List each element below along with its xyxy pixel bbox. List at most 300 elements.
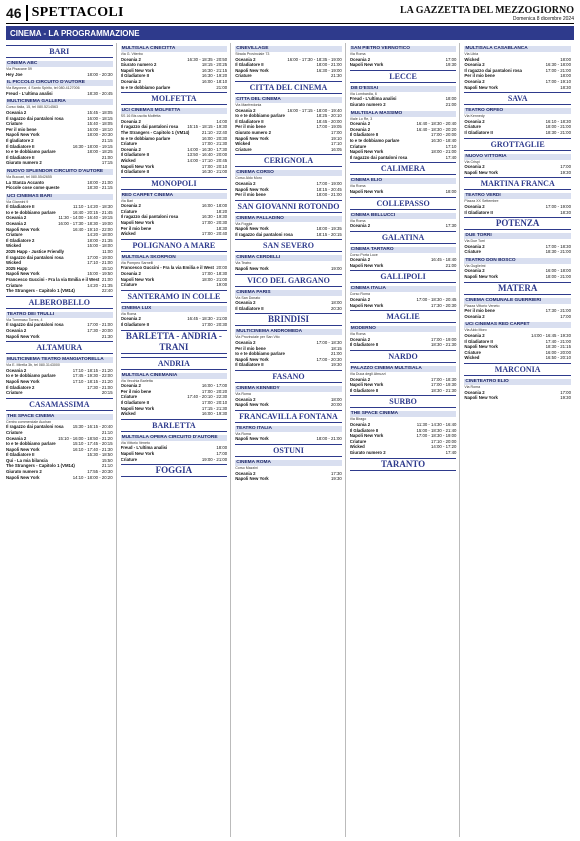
film-title: Oceania 2 bbox=[6, 435, 27, 441]
showtimes: 17:00 - 18:30 bbox=[545, 243, 571, 249]
film-title: Oceania 2 bbox=[235, 396, 256, 402]
showtimes: 17:00 bbox=[560, 313, 571, 319]
showtimes: 17:00 - 20:30 bbox=[316, 356, 342, 362]
cinema-name: UCI CINEMAS MOLFETTA bbox=[121, 108, 228, 114]
film-title: Freud - L'ultima analisi bbox=[6, 90, 53, 96]
showtimes: 21:00 bbox=[445, 262, 457, 268]
showtimes: 11:30 - 14:30 - 16:40 bbox=[416, 422, 457, 427]
film-title: Francesco Guccini - Fra la via Emilia e il West bbox=[6, 277, 100, 282]
showtimes: 19:30 bbox=[445, 62, 457, 68]
film-title: Napoli New York bbox=[6, 271, 40, 277]
showtimes: 17:15 - 21:30 bbox=[201, 405, 228, 411]
city-heading: VICO DEL GARGANO bbox=[235, 274, 342, 287]
showtime-row bbox=[350, 263, 457, 269]
film-title: Oceania 2 bbox=[120, 203, 141, 209]
cinema-name: SAN PIETRO VERNOTICO bbox=[350, 46, 457, 52]
cinema-name: CINEMA CERDELLI bbox=[235, 255, 342, 261]
showtime-row bbox=[464, 355, 571, 361]
film-title: The Strangers - Capitolo 1 (VM14) bbox=[120, 129, 190, 135]
showtime-row bbox=[121, 282, 228, 288]
showtimes: 18:00 - 21:35 bbox=[87, 237, 113, 243]
film-title: Il Gladiatore II bbox=[464, 209, 493, 215]
film-title: Oceania 2 bbox=[349, 56, 371, 62]
showtimes: 17:30 - 20:30 bbox=[431, 302, 457, 308]
film-title: Io e te dobbiamo parlare bbox=[6, 149, 56, 155]
film-title: Il Gladiatore II bbox=[235, 362, 264, 368]
showtime-row bbox=[6, 72, 113, 78]
cinema-name: CINEMA BELLUCCI bbox=[350, 213, 457, 219]
cinema-address: Via Crispi bbox=[464, 159, 480, 164]
showtimes: 15:40 - 18:05 bbox=[87, 121, 113, 127]
showtimes: 16:00 - 18:15 bbox=[87, 115, 113, 121]
showtime-row bbox=[6, 160, 113, 166]
cinema-name: RED CARPET CINEMA bbox=[121, 193, 228, 199]
cinema-name: TEATRO ITALIA bbox=[235, 426, 342, 432]
showtime-row bbox=[464, 314, 571, 320]
showtimes: 17:10 bbox=[445, 143, 457, 149]
showtimes: 17:00 - 19:00 bbox=[316, 180, 342, 186]
showtimes: 21:10 bbox=[101, 429, 113, 435]
showtimes: 14:00 - 17:10 - 20:45 bbox=[187, 157, 228, 163]
showtimes: 16:45 - 18:40 bbox=[431, 257, 457, 263]
showtime-row bbox=[464, 170, 571, 176]
showtimes: 17:00 - 18:30 - 20:45 bbox=[416, 297, 457, 303]
city-heading: BARLETTA - ANDRIA - TRANI bbox=[121, 330, 228, 354]
showtime-row bbox=[235, 73, 342, 79]
showtimes: 17:40 - 21:00 bbox=[545, 338, 571, 344]
cinema-name: MODERNO bbox=[350, 326, 457, 332]
masthead bbox=[400, 5, 574, 22]
showtimes: 16:40 - 18:30 - 20:40 bbox=[416, 121, 457, 127]
film-title: Freud - L'ultima analisi bbox=[349, 96, 397, 102]
showtimes: 16:00 - 18:00 bbox=[201, 203, 228, 209]
film-title: Napoli New York bbox=[349, 382, 384, 388]
showtimes: 18:30 - 21:00 bbox=[545, 129, 571, 135]
film-title: Per il mio bene bbox=[235, 124, 266, 130]
film-title: Oceania 2 bbox=[464, 203, 485, 209]
showtimes: 19:30 bbox=[331, 476, 342, 482]
film-title: Criature bbox=[235, 146, 252, 152]
showtimes: 20:30 bbox=[331, 305, 342, 311]
cinema-address: Via G. Viterbo bbox=[120, 52, 143, 56]
film-title: Per il mio bene bbox=[120, 225, 152, 231]
film-title: Napoli New York bbox=[6, 132, 40, 138]
showtime-row bbox=[6, 390, 113, 396]
film-title: Napoli New York bbox=[235, 226, 269, 232]
showtimes: 16:05 bbox=[331, 146, 342, 152]
film-title: Napoli New York bbox=[120, 163, 155, 169]
film-title: Il Gladiatore II bbox=[464, 338, 493, 344]
film-title: Napoli New York bbox=[349, 302, 384, 308]
film-title: Oceania 2 bbox=[464, 62, 485, 68]
showtimes: 20:15 bbox=[101, 390, 113, 396]
showtimes: 17:00 - 18:30 bbox=[431, 376, 457, 382]
city-heading: BARI bbox=[6, 45, 113, 58]
showtimes: 21:10 bbox=[101, 463, 113, 469]
cinema-address: Via Birago bbox=[349, 417, 367, 422]
showtimes: 18:15 - 20:45 bbox=[316, 186, 342, 192]
showtimes: 18:00 bbox=[560, 56, 571, 62]
showtimes: 17:00 - 21:30 bbox=[201, 141, 228, 147]
showtimes: 16:30 - 19:00 bbox=[316, 67, 342, 73]
showtime-row bbox=[464, 249, 571, 255]
showtimes: 16:30 - 18:40 bbox=[431, 137, 457, 143]
showtimes: 15:50 bbox=[101, 457, 113, 463]
film-title: Io e te dobbiamo parlare bbox=[120, 135, 171, 141]
showtimes: 21:00 bbox=[216, 84, 228, 90]
cinema-address: SS 16 Bis uscita Molfetta bbox=[120, 114, 161, 119]
film-title: Napoli New York bbox=[464, 344, 498, 350]
film-title: Napoli New York bbox=[235, 135, 269, 141]
showtimes: 17:00 - 20:10 bbox=[201, 163, 228, 169]
cinema-name: IL PICCOLO CIRCUITO D'AUTORE bbox=[6, 80, 113, 86]
showtimes: 17:30 - 21:00 bbox=[545, 308, 571, 314]
film-title: Napoli New York bbox=[464, 169, 498, 175]
showtime-row bbox=[464, 395, 571, 401]
cinema-name: MULTICINEMA ANDROMEDA bbox=[235, 329, 342, 335]
showtimes: 15:30 - 18:50 bbox=[87, 452, 113, 458]
showtimes: 16:00 - 20:00 bbox=[545, 349, 571, 355]
city-heading: FRANCAVILLA FONTANA bbox=[235, 410, 342, 423]
showtimes: 15:00 - 18:30 - 21:40 bbox=[416, 427, 457, 433]
film-title: Oceania 2 bbox=[6, 109, 27, 115]
film-title: Oceania 2 bbox=[120, 118, 141, 124]
showtimes: 16:30 - 18:35 - 20:50 bbox=[187, 56, 228, 62]
cinema-name: CINEMA ELIO bbox=[350, 178, 457, 184]
showtimes: 17:00 bbox=[331, 129, 342, 135]
city-heading: GROTTAGLIE bbox=[464, 138, 571, 151]
showtime-row bbox=[235, 362, 342, 368]
cinema-address: Via Giannini 9 bbox=[6, 199, 29, 204]
film-title: Il Gladiatore II bbox=[6, 204, 35, 210]
cinema-address: Via Provinciale per San Vito bbox=[235, 335, 280, 340]
showtime-row bbox=[6, 185, 113, 191]
cinema-name: TEATRO VERDI bbox=[464, 193, 571, 199]
cinema-address: Via Pompeo Sarnelli bbox=[120, 260, 154, 265]
city-heading: SURBO bbox=[350, 395, 457, 408]
showtimes: 18:00 bbox=[445, 96, 457, 102]
showtime-row bbox=[6, 288, 113, 294]
city-heading: FASANO bbox=[235, 370, 342, 383]
film-title: Il Gladiatore II bbox=[120, 73, 150, 79]
showtime-row bbox=[464, 85, 571, 91]
city-heading: CASAMASSIMA bbox=[6, 398, 113, 411]
film-title: Il ragazzo dai pantaloni rosa bbox=[235, 231, 293, 237]
showtime-row bbox=[350, 388, 457, 394]
film-title: Oceania 2 bbox=[349, 336, 371, 342]
showtimes: 18:30 - 21:30 bbox=[431, 387, 457, 393]
showtimes: 16:30 - 21:15 bbox=[201, 67, 228, 73]
showtimes: 16:00 - 18:10 bbox=[87, 126, 113, 132]
film-title: Oceania 2 bbox=[120, 383, 141, 389]
cinema-address: Piazza Vittorio Veneto bbox=[464, 303, 500, 308]
film-title: Il Gladiatore II bbox=[120, 152, 150, 158]
cinema-address: Centro commerciale Auchan bbox=[6, 419, 52, 424]
film-title: Criature bbox=[120, 282, 138, 288]
cinema-name: CINEMA PALLADINO bbox=[235, 216, 342, 222]
film-title: Il ragazzo dai pantaloni rosa bbox=[349, 154, 408, 160]
showtime-row bbox=[121, 457, 228, 463]
film-title: Oceania 2 bbox=[349, 297, 371, 303]
showtimes: 16:00 - 17:00 bbox=[201, 383, 228, 389]
film-title: Criature bbox=[120, 141, 138, 147]
showtimes: 17:00 - 19:30 bbox=[431, 382, 457, 388]
paper-name: LA GAZZETTA DEL MEZZOGIORNO bbox=[399, 4, 574, 16]
showtime-row bbox=[6, 91, 113, 97]
cinema-address: Via Roma bbox=[120, 311, 137, 316]
showtimes: 19:30 bbox=[560, 395, 571, 401]
cinema-address: Viale Lo Re, 3 bbox=[349, 116, 373, 121]
film-title: Oceania 2 bbox=[464, 268, 485, 274]
showtimes: 16:50 - 20:10 bbox=[545, 355, 571, 361]
film-title: Il ragazzo dai pantaloni rosa bbox=[120, 124, 179, 130]
showtimes: 18:30 - 21:15 bbox=[87, 185, 113, 191]
showtimes: 17:40 bbox=[445, 154, 457, 160]
cinema-address: Via Guglielmi bbox=[464, 263, 486, 268]
film-title: Napoli New York bbox=[235, 186, 269, 192]
cinema-name: THE SPACE CINEMA bbox=[6, 414, 113, 420]
film-title: Giurato numero 2 bbox=[349, 449, 386, 455]
city-heading: SAVA bbox=[464, 92, 571, 105]
film-title: Criature bbox=[6, 121, 23, 127]
city-heading: ANDRIA bbox=[121, 357, 228, 370]
cinema-name: MULTICINEMA TEATRO MANGIATORELLA bbox=[6, 357, 113, 363]
showtimes: 18:00 bbox=[216, 445, 228, 451]
city-heading: POLIGNANO A MARE bbox=[121, 239, 228, 252]
city-heading: MAGLIE bbox=[350, 310, 457, 323]
showtimes: 16:40 - 20:15 - 21:45 bbox=[72, 209, 113, 215]
film-title: Il Gladiatore 2 bbox=[6, 237, 35, 243]
showtimes: 11:30 - 14:00 - 16:40 - 19:15 bbox=[58, 215, 113, 221]
showtime-row bbox=[235, 476, 342, 482]
showtimes: 13:50 - 16:40 - 20:00 bbox=[187, 152, 228, 158]
city-heading: ALBEROBELLO bbox=[6, 296, 113, 309]
showtime-row bbox=[350, 303, 457, 309]
cinema-name: MULTISALA OPERA CIRCUITO D'AUTORE bbox=[121, 435, 228, 441]
cinema-address: Via Roma bbox=[349, 184, 366, 189]
showtimes: 14:20 - 21:35 bbox=[87, 282, 113, 288]
cinema-address: Via Duca degli Abruzzi bbox=[349, 372, 386, 377]
film-title: Oceania 2 bbox=[235, 340, 256, 346]
cinema-name: CINEMA TARTARO bbox=[350, 247, 457, 253]
film-title: The Strangers - Capitolo 1 (VM14) bbox=[6, 463, 75, 469]
showtimes: 16:30 - 19:30 bbox=[201, 214, 228, 220]
city-heading: CALIMERA bbox=[350, 162, 457, 175]
showtimes: 18:00 - 21:00 bbox=[545, 274, 571, 280]
film-title: Giurato numero 2 bbox=[235, 129, 271, 135]
showtimes: 21:00 bbox=[445, 101, 457, 107]
film-title: Io e te dobbiamo parlare bbox=[235, 351, 285, 357]
film-title: Per il mio bene bbox=[6, 126, 37, 132]
cinema-address: Corso Mazzini bbox=[235, 465, 258, 470]
film-title: Per il mio bene bbox=[235, 345, 266, 351]
film-title: Wicked bbox=[120, 157, 136, 163]
film-title: Oceania 2 bbox=[235, 107, 256, 113]
cinema-address: Corso Roma bbox=[349, 292, 370, 297]
showtimes: 17:00 - 18:30 bbox=[201, 271, 228, 277]
showtimes: 18:00 - 21:00 bbox=[87, 179, 113, 185]
film-title: Oceania 2 bbox=[464, 78, 485, 84]
film-title: Napoli New York bbox=[6, 446, 40, 452]
cinema-address: Via Bayonne, 4 Santo Spirito, tel 080.4127006 bbox=[6, 86, 80, 91]
film-title: Il Gladiatore II bbox=[120, 169, 150, 175]
showtimes: 18:00 bbox=[331, 300, 342, 306]
showtimes: 17:30 bbox=[445, 223, 457, 229]
cinema-address: Corso Porta Luce bbox=[349, 252, 378, 257]
showtimes: 18:00 - 18:25 bbox=[87, 149, 113, 155]
showtimes: 17:00 - 20:20 bbox=[201, 388, 228, 394]
showtimes: 19:10 bbox=[331, 135, 342, 141]
cinema-address: Via Roma bbox=[464, 385, 481, 389]
cinema-address: Via Vecchia Barletta bbox=[120, 378, 153, 383]
showtimes: 18:30 bbox=[216, 225, 228, 231]
showtimes: 17:30 - 20:00 bbox=[87, 327, 113, 333]
cinema-address: Via San Donato bbox=[235, 295, 261, 300]
showtimes: 18:25 - 20:10 bbox=[316, 113, 342, 119]
film-title: Wicked bbox=[464, 355, 480, 361]
film-title: Criature bbox=[120, 208, 138, 214]
showtimes: 17:00 - 20:10 bbox=[201, 399, 228, 405]
film-title: Per il mio bene bbox=[120, 388, 152, 394]
film-title: Io e te dobbiamo parlare bbox=[235, 113, 285, 119]
showtimes: 18:00 - 20:30 bbox=[87, 132, 113, 138]
showtimes: 18:00 - 21:00 bbox=[545, 124, 571, 130]
film-title: Napoli New York bbox=[235, 266, 269, 272]
film-title: Il ragazzo dai pantaloni rosa bbox=[120, 214, 179, 220]
city-heading: NARDO bbox=[350, 350, 457, 363]
showtime-row bbox=[464, 210, 571, 216]
cinema-address: Via Roma bbox=[235, 431, 251, 436]
film-title: Il Gladiatore II bbox=[6, 452, 35, 458]
showtimes: 17:00 - 20:30 bbox=[201, 322, 228, 327]
film-title: Napoli New York bbox=[235, 436, 269, 442]
showtimes: 18:00 bbox=[445, 188, 457, 194]
showtimes: 17:00 - 18:30 - 19:00 bbox=[416, 433, 457, 439]
film-title: Oceania 2 bbox=[6, 327, 27, 333]
film-title: Il ragazzo dai pantaloni rosa bbox=[6, 322, 64, 328]
film-title: Giurato numero 2 bbox=[6, 160, 42, 166]
film-title: Napoli New York bbox=[464, 395, 498, 401]
cinema-name: NUOVO SPLENDOR CIRCUITO D'AUTORE bbox=[6, 169, 113, 175]
film-title: Io e te dobbiamo parlare bbox=[349, 137, 400, 143]
cinema-name: MULTISALA SKORPION bbox=[121, 255, 228, 261]
film-title: Oceania 2 bbox=[349, 422, 371, 427]
showtime-row bbox=[121, 169, 228, 175]
showtimes: 18:30 bbox=[560, 84, 571, 90]
showtimes: 21:30 bbox=[331, 73, 342, 79]
showtimes: 19:00 - 21:00 bbox=[201, 456, 228, 462]
film-title: Francesco Guccini - Fra la via Emilia e il West bbox=[120, 265, 214, 271]
city-heading: MOLFETTA bbox=[121, 92, 228, 105]
cinema-name: CINEMA COMUNALE GUERRIERI bbox=[464, 298, 571, 304]
film-title: Napoli New York bbox=[235, 476, 269, 482]
city-heading: CERIGNOLA bbox=[235, 154, 342, 167]
film-title: Il Gladiatore II bbox=[349, 342, 379, 348]
cinema-name: CINEMA PARIS bbox=[235, 290, 342, 296]
film-title: Il Gladiatore II bbox=[464, 129, 493, 135]
showtimes: 17:10 - 20:00 bbox=[431, 438, 457, 444]
showtimes: 16:00 - 17:30 - 18:30 - 19:00 bbox=[58, 221, 113, 227]
film-title: Oceania 2 bbox=[235, 56, 256, 62]
film-title: Il ragazzo dai pantaloni rosa bbox=[6, 254, 64, 260]
city-heading: SAN SEVERO bbox=[235, 239, 342, 252]
film-title: Napoli New York bbox=[120, 405, 155, 411]
film-title: Oceania 2 bbox=[464, 389, 485, 395]
showtimes: 18:00 - 21:00 bbox=[316, 436, 342, 442]
film-title: Criature bbox=[6, 232, 23, 238]
showtimes: 21:15 bbox=[101, 137, 113, 143]
film-title: Oceania 2 bbox=[235, 300, 256, 306]
showtimes: 18:00 - 19:35 bbox=[316, 226, 342, 232]
cinema-address: Via Libia bbox=[464, 52, 479, 56]
cinema-name: CINETEATRO ELIO bbox=[464, 379, 571, 385]
showtimes: 21:00 bbox=[101, 277, 113, 282]
film-title: Napoli New York bbox=[120, 220, 155, 226]
film-title: Il ragazzo dai pantaloni rosa bbox=[6, 115, 64, 121]
showtimes: 16:00 - 17:30 - 18:35 - 19:00 bbox=[287, 56, 342, 62]
cinema-address: Via Vittorio Veneto bbox=[120, 440, 151, 445]
film-title: The Strangers - Capitolo 1 (VM14) bbox=[6, 288, 75, 294]
showtime-row bbox=[464, 130, 571, 136]
showtimes: 19:30 bbox=[560, 169, 571, 175]
showtime-row bbox=[235, 147, 342, 153]
showtime-row bbox=[350, 102, 457, 108]
film-title: Il Gladiatore II bbox=[6, 154, 35, 160]
film-title: Freud - L'ultima analisi bbox=[120, 445, 168, 451]
film-title: Criature bbox=[464, 124, 481, 130]
film-title: Il ragazzo dai pantaloni rosa bbox=[464, 67, 522, 73]
film-title: Wicked bbox=[120, 231, 136, 237]
showtime-row bbox=[350, 342, 457, 348]
showtimes: 11:10 - 14:20 - 18:30 bbox=[73, 204, 113, 210]
film-title: Oceania 2 bbox=[235, 470, 256, 476]
film-title: Napoli New York bbox=[349, 433, 384, 439]
film-title: Per il mio bene bbox=[235, 192, 266, 198]
film-title: Criature bbox=[120, 394, 138, 400]
city-heading: ALTAMURA bbox=[6, 341, 113, 354]
city-heading: LECCE bbox=[350, 70, 457, 83]
film-title: Giurato numero 2 bbox=[6, 469, 42, 475]
cinema-name: PALAZZO CINEMA MULTISALA bbox=[350, 366, 457, 372]
film-title: Il Gladiatore II bbox=[349, 132, 379, 138]
showtimes: 20:00 bbox=[216, 265, 228, 271]
section-title: SPETTACOLI bbox=[31, 5, 124, 20]
cinema-name: MULTISALA CASABLANCA bbox=[464, 46, 571, 52]
showtime-row bbox=[6, 334, 113, 340]
showtimes: 15:10 bbox=[101, 265, 113, 271]
showtimes: 17:00 - 19:10 bbox=[545, 78, 571, 84]
cinema-name: CINEMA CORSO bbox=[235, 170, 342, 176]
showtimes: 17:55 - 20:30 bbox=[87, 469, 113, 475]
showtimes: 17:00 - 21:00 bbox=[87, 322, 113, 328]
showtimes: 19:00 bbox=[216, 282, 228, 288]
cinema-name: DUE TORRI bbox=[464, 233, 571, 239]
film-title: Napoli New York bbox=[235, 67, 269, 73]
film-title: Criature bbox=[6, 429, 23, 435]
cinema-name: THE SPACE CINEMA bbox=[350, 411, 457, 417]
showtimes: 18:00 bbox=[331, 396, 342, 402]
showtimes: 18:30 - 21:00 bbox=[545, 249, 571, 255]
cinema-address: Via Pisacane 59 bbox=[6, 67, 32, 71]
showtimes: 18:00 - 20:30 bbox=[87, 71, 113, 77]
showtime-row bbox=[350, 223, 457, 229]
film-title: Oceania 2 bbox=[464, 243, 485, 249]
cinema-address: Via E. Mirella 3b, tel 080.3143000 bbox=[6, 363, 60, 368]
film-title: Il Gladiatore 2 bbox=[6, 384, 35, 390]
film-title: Io e te dobbiamo parlare bbox=[6, 373, 56, 379]
film-title: Il Gladiatore II bbox=[349, 387, 379, 393]
film-title: La Stanza Accanto bbox=[6, 179, 45, 185]
